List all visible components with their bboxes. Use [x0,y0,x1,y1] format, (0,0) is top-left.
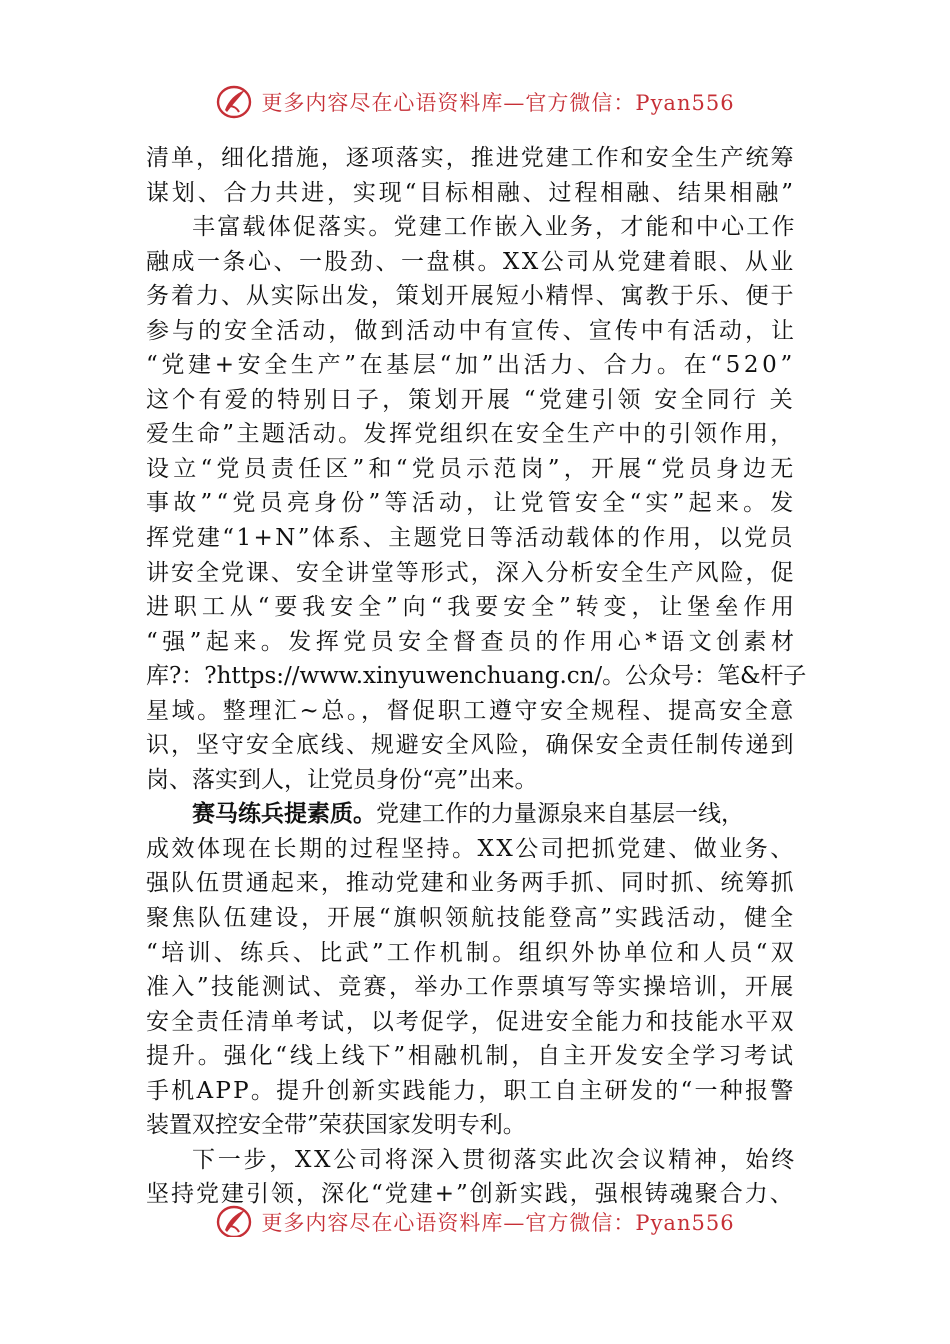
brush-logo-icon [215,84,255,120]
text-line: 强队伍贯通起来，推动党建和业务两手抓、同时抓、统筹抓 [146,870,796,897]
watermark-text: 更多内容尽在心语资料库—官方微信：Pyan556 [261,91,735,115]
text-line: 融成一条心、一股劲、一盘棋。XX公司从党建着眼、从业 [146,248,796,275]
watermark-text: 更多内容尽在心语资料库—官方微信：Pyan556 [261,1211,735,1235]
text-line: 挥党建“1+N”体系、主题党日等活动载体的作用，以党员 [146,525,795,552]
text-line: 进职工从“要我安全”向“我要安全”转变，让堡垒作用 [146,594,799,621]
watermark-banner-top [0,82,950,122]
text-line: 聚焦队伍建设，开展“旗帜领航技能登高”实践活动，健全 [146,905,796,932]
paragraph-end-line: 装置双控安全带”荣获国家发明专利。 [146,1112,526,1139]
text-line: 爱生命”主题活动。发挥党组织在安全生产中的引领作用， [146,421,796,448]
text-line: 星域。整理汇~总。，督促职工遵守安全规程、提高安全意 [146,697,796,724]
paragraph-start-line: 下一步，XX公司将深入贯彻落实此次会议精神，始终 [192,1146,798,1173]
text-line: 谋划、合力共进，实现“目标相融、过程相融、结果相融” [146,179,796,206]
text-line: 务着力、从实际出发，策划开展短小精悍、寓教于乐、便于 [146,283,796,310]
text-line: 安全责任清单考试，以考促学，促进安全能力和技能水平双 [146,1008,796,1035]
text-line: 事故”“党员亮身份”等活动，让党管安全“实”起来。发 [146,490,798,517]
text-line: 坚持党建引领，深化“党建+”创新实践，强根铸魂聚合力、 [146,1181,795,1208]
text-line: 库?：?https://www.xinyuwenchuang.cn/。公众号：笔&杆子 [146,663,806,690]
text-line: “强”起来。发挥党员安全督查员的作用心*语文创素材 [146,628,799,655]
text-line: 识，坚守安全底线、规避安全风险，确保安全责任制传递到 [146,732,796,759]
brush-logo-icon [215,1204,255,1237]
section-heading: 赛马练兵提素质。 [192,800,376,828]
text-line: “党建+安全生产”在基层“加”出活力、合力。在“520” [146,352,796,379]
text-line: 提升。强化“线上线下”相融机制，自主开发安全学习考试 [146,1043,796,1070]
text-line: 讲安全党课、安全讲堂等形式，深入分析安全生产风险，促 [146,559,796,586]
text-line: 成效体现在长期的过程坚持。XX公司把抓党建、做业务、 [146,835,796,862]
article-body [146,141,806,1212]
text-line: 这个有爱的特别日子，策划开展 “党建引领 安全同行 关 [146,386,796,413]
text-line: 准入”技能测试、竞赛，举办工作票填写等实操培训，开展 [146,974,796,1001]
paragraph-start-line: 丰富载体促落实。党建工作嵌入业务，才能和中心工作 [192,214,797,241]
text-line: 手机APP。提升创新实践能力，职工自主研发的“一种报警 [146,1077,796,1104]
paragraph-start-line: 赛马练兵提素质。 党建工作的力量源泉来自基层一线， [146,797,806,832]
text-line: 清单，细化措施，逐项落实，推进党建工作和安全生产统筹 [146,145,796,171]
watermark-banner-bottom [0,1203,950,1237]
paragraph-end-line: 岗、落实到人，让党员身份“亮”出来。 [146,766,538,793]
text-line: “培训、练兵、比武”工作机制。组织外协单位和人员“双 [146,939,798,966]
text-line: 设立“党员责任区”和“党员示范岗”，开展“党员身边无 [146,455,798,482]
text-line: 参与的安全活动，做到活动中有宣传、宣传中有活动，让 [146,317,798,344]
